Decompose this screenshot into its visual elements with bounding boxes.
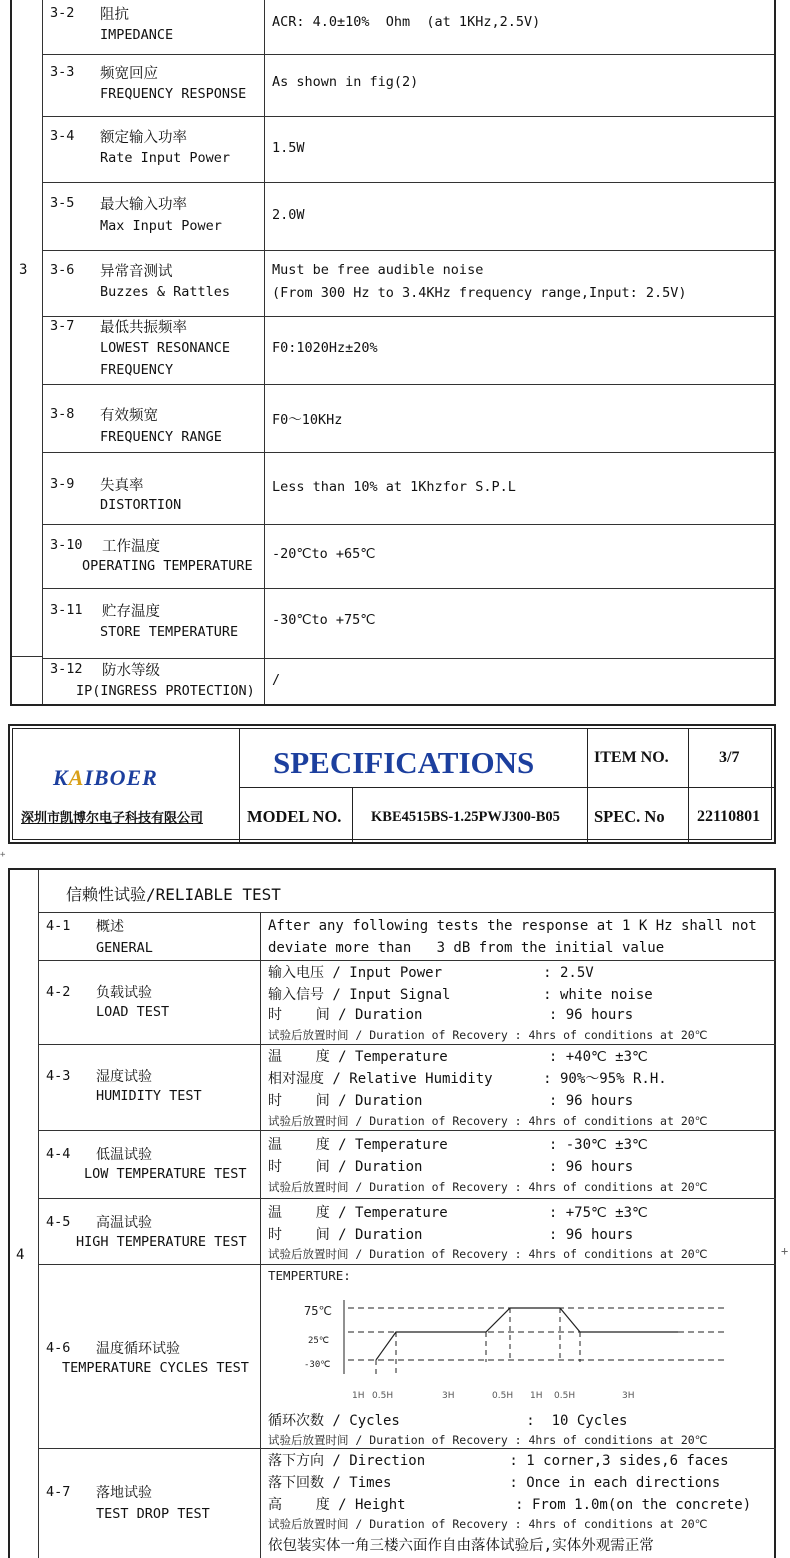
item-cn-label: 有效频宽	[100, 408, 158, 424]
row-divider	[38, 1448, 776, 1449]
item-en-label: TEST DROP TEST	[96, 1506, 210, 1522]
item-en-label: Rate Input Power	[100, 150, 231, 166]
label-75c: 75℃	[304, 1304, 332, 1318]
logo-accent: A	[68, 765, 85, 790]
item-value-line2: (From 300 Hz to 3.4KHz frequency range,Input: 2.5V)	[272, 285, 687, 301]
item-number: 3-11	[50, 602, 83, 618]
item-cn-label: 落地试验	[96, 1485, 152, 1501]
item-number: 3-3	[50, 64, 75, 80]
table-row	[42, 54, 774, 117]
table-row	[42, 524, 774, 589]
item-en-label: HUMIDITY TEST	[96, 1088, 202, 1104]
item-cn-label: 负载试验	[96, 985, 152, 1001]
load-line-3: 时 间 / Duration : 96 hours	[268, 1007, 634, 1023]
cycle-heading: TEMPERTURE:	[268, 1268, 351, 1283]
row-divider	[38, 1130, 776, 1131]
item-cn-label: 湿度试验	[96, 1069, 152, 1085]
item-value: F0～10KHz	[272, 412, 343, 428]
low-temp-line-1: 温 度 / Temperature : -30℃ ±3℃	[268, 1137, 648, 1153]
spec-header	[8, 724, 776, 844]
load-line-1: 输入电压 / Input Power : 2.5V	[268, 965, 594, 981]
recovery-note: 试验后放置时间 / Duration of Recovery : 4hrs of conditions at 20℃	[268, 1517, 708, 1531]
row-divider	[38, 1198, 776, 1199]
table-row	[42, 658, 774, 704]
model-no-value: KBE4515BS-1.25PWJ300-B05	[371, 809, 560, 825]
item-en-label: FREQUENCY RANGE	[100, 429, 222, 445]
item-cn-label: 贮存温度	[102, 604, 160, 620]
item-cn-label: 阻抗	[100, 7, 129, 23]
item-value: Must be free audible noise	[272, 262, 484, 278]
item-cn-label: 高温试验	[96, 1215, 152, 1231]
drop-note: 依包装实体一角三楼六面作自由落体试验后,实体外观需正常	[268, 1538, 654, 1554]
axis-label: 0.5H	[372, 1391, 394, 1401]
item-value: ACR: 4.0±10% Ohm (at 1KHz,2.5V)	[272, 14, 541, 30]
item-number: 3-4	[50, 128, 75, 144]
recovery-note: 试验后放置时间 / Duration of Recovery : 4hrs of conditions at 20℃	[268, 1180, 708, 1194]
axis-label: 3H	[442, 1391, 455, 1401]
item-number: 4-3	[46, 1068, 71, 1084]
axis-label: 0.5H	[554, 1391, 576, 1401]
item-cn-label: 频宽回应	[100, 66, 158, 82]
item-cn-label: 最大输入功率	[100, 197, 187, 213]
section-4-table	[8, 868, 776, 1558]
item-cn-label: 低温试验	[96, 1147, 152, 1163]
humidity-line-2: 相对湿度 / Relative Humidity : 90%～95% R.H.	[268, 1071, 667, 1087]
item-en-label-line2: FREQUENCY	[100, 362, 174, 378]
phase-guides	[376, 1308, 580, 1376]
item-value: F0:1020Hz±20%	[272, 340, 378, 356]
item-en-label: LOW TEMPERATURE TEST	[84, 1166, 247, 1182]
logo-letter: K	[53, 765, 69, 790]
item-cn-label: 温度循环试验	[96, 1341, 180, 1357]
page-marker-left: +	[0, 850, 6, 860]
item-cn-label: 异常音测试	[100, 264, 173, 280]
row-divider	[38, 960, 776, 961]
item-value: 1.5W	[272, 140, 305, 156]
header-inner-border	[12, 728, 772, 840]
load-line-2: 输入信号 / Input Signal : white noise	[268, 987, 653, 1003]
high-temp-line-2: 时 间 / Duration : 96 hours	[268, 1227, 634, 1243]
table-row	[42, 182, 774, 251]
drop-line-1: 落下方向 / Direction : 1 corner,3 sides,6 faces	[268, 1453, 729, 1469]
column-divider	[352, 787, 353, 843]
humidity-line-1: 温 度 / Temperature : +40℃ ±3℃	[268, 1049, 648, 1065]
row-divider	[12, 656, 42, 657]
recovery-note: 试验后放置时间 / Duration of Recovery : 4hrs of conditions at 20℃	[268, 1247, 708, 1261]
item-number: 4-6	[46, 1340, 71, 1356]
item-en-label: FREQUENCY RESPONSE	[100, 86, 247, 102]
item-value: -20℃to +65℃	[272, 546, 376, 562]
item-value: As shown in fig(2)	[272, 74, 419, 90]
item-number: 3-8	[50, 406, 75, 422]
item-en-label: TEMPERATURE CYCLES TEST	[62, 1360, 249, 1376]
column-divider	[239, 729, 240, 843]
item-cn-label: 防水等级	[102, 663, 160, 679]
table-row	[42, 588, 774, 659]
table-row	[42, 0, 774, 55]
axis-label: 1H	[352, 1391, 365, 1401]
item-number: 4-7	[46, 1484, 71, 1500]
recovery-note: 试验后放置时间 / Duration of Recovery : 4hrs of conditions at 20℃	[268, 1028, 708, 1042]
item-en-label: DISTORTION	[100, 497, 182, 513]
company-logo	[53, 765, 158, 791]
section-number: 4	[16, 1247, 25, 1263]
axis-label: 3H	[622, 1391, 635, 1401]
low-temp-line-2: 时 间 / Duration : 96 hours	[268, 1159, 634, 1175]
label-minus30c: -30℃	[304, 1360, 331, 1370]
item-number: 3-5	[50, 195, 75, 211]
item-cn-label: 工作温度	[102, 539, 160, 555]
section-title: 信赖性试验/RELIABLE TEST	[66, 885, 281, 904]
label-25c: 25℃	[308, 1336, 329, 1346]
row-divider	[38, 1264, 776, 1265]
item-number: 3-6	[50, 262, 75, 278]
high-temp-line-1: 温 度 / Temperature : +75℃ ±3℃	[268, 1205, 648, 1221]
column-divider	[688, 729, 689, 843]
column-divider	[587, 729, 588, 843]
item-en-label: Max Input Power	[100, 218, 222, 234]
general-text-line1: After any following tests the response at 1 K Hz shall not	[268, 918, 757, 934]
cycles-line: 循环次数 / Cycles : 10 Cycles	[268, 1413, 628, 1429]
drop-line-2: 落下回数 / Times : Once in each directions	[268, 1475, 721, 1491]
general-text-line2: deviate more than 3 dB from the initial value	[268, 940, 665, 956]
recovery-note: 试验后放置时间 / Duration of Recovery : 4hrs of conditions at 20℃	[268, 1114, 708, 1128]
humidity-line-3: 时 间 / Duration : 96 hours	[268, 1093, 634, 1109]
item-en-label: IP(INGRESS PROTECTION)	[76, 683, 255, 699]
item-cn-label: 最低共振频率	[100, 320, 187, 336]
item-number: 3-2	[50, 5, 75, 21]
item-cn-label: 失真率	[100, 478, 144, 494]
item-no-label: ITEM NO.	[594, 749, 669, 766]
item-no-value: 3/7	[719, 749, 740, 766]
recovery-note: 试验后放置时间 / Duration of Recovery : 4hrs of conditions at 20℃	[268, 1433, 708, 1447]
axis-label: 0.5H	[492, 1391, 514, 1401]
item-number: 4-2	[46, 984, 71, 1000]
table-row	[42, 316, 774, 385]
item-number: 3-9	[50, 476, 75, 492]
item-en-label: HIGH TEMPERATURE TEST	[76, 1234, 247, 1250]
item-cn-label: 概述	[96, 919, 124, 935]
item-value: /	[272, 672, 281, 688]
item-en-label: Buzzes & Rattles	[100, 284, 231, 300]
table-row	[42, 250, 774, 317]
temperature-profile	[376, 1308, 678, 1360]
item-en-label: LOAD TEST	[96, 1004, 170, 1020]
drop-line-3: 高 度 / Height : From 1.0m(on the concrete)	[268, 1497, 752, 1513]
item-en-label: GENERAL	[96, 940, 153, 956]
table-row	[42, 384, 774, 453]
temperature-cycle-diagram	[268, 1290, 748, 1408]
table-row	[42, 116, 774, 183]
spec-no-label: SPEC. No	[594, 807, 665, 826]
column-divider	[38, 870, 39, 1558]
axis-label: 1H	[530, 1391, 543, 1401]
column-divider	[260, 912, 261, 1558]
item-number: 4-5	[46, 1214, 71, 1230]
section-3-table	[10, 0, 776, 706]
item-value: 2.0W	[272, 207, 305, 223]
item-number: 4-4	[46, 1146, 71, 1162]
row-divider	[38, 912, 776, 913]
item-number: 4-1	[46, 918, 71, 934]
item-number: 3-7	[50, 318, 75, 334]
section-number: 3	[19, 262, 28, 278]
table-row	[42, 452, 774, 525]
item-en-label: OPERATING TEMPERATURE	[82, 558, 253, 574]
page-marker-right: +	[781, 1244, 789, 1258]
company-name: 深圳市凯博尔电子科技有限公司	[21, 811, 204, 826]
row-divider	[239, 787, 775, 788]
item-value: -30℃to +75℃	[272, 612, 376, 628]
logo-text: IBOER	[84, 765, 158, 790]
document-title: SPECIFICATIONS	[273, 745, 535, 780]
model-no-label: MODEL NO.	[247, 807, 342, 826]
item-number: 3-10	[50, 537, 83, 553]
spec-no-value: 22110801	[697, 808, 761, 825]
item-en-label: STORE TEMPERATURE	[100, 624, 239, 640]
row-divider	[38, 1044, 776, 1045]
item-number: 3-12	[50, 661, 83, 677]
item-cn-label: 额定输入功率	[100, 130, 187, 146]
item-value: Less than 10% at 1Khzfor S.P.L	[272, 479, 516, 495]
item-en-label: IMPEDANCE	[100, 27, 174, 43]
item-en-label: LOWEST RESONANCE	[100, 340, 231, 356]
